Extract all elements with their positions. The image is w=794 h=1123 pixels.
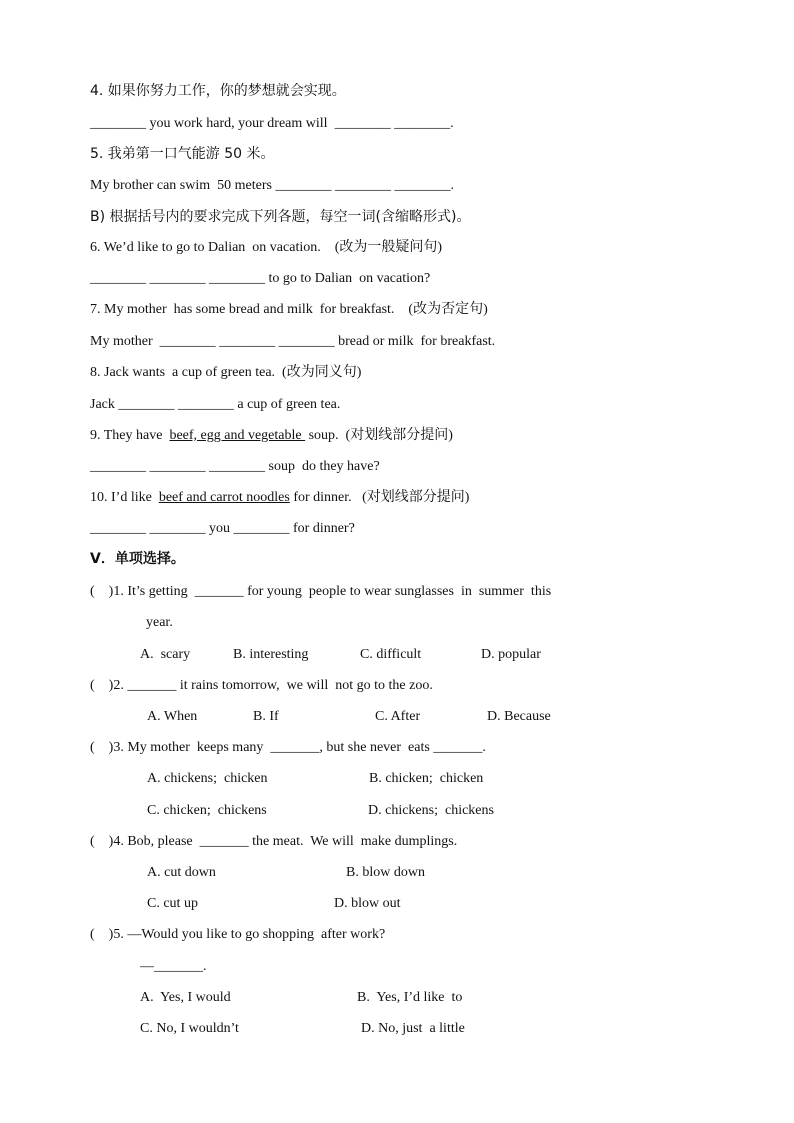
- q10-answer-line: ________ ________ you ________ for dinner?: [90, 521, 355, 536]
- q10-prompt-post: for dinner. (对划线部分提问): [289, 490, 470, 505]
- q9-prompt-pre: 9. They have: [90, 428, 170, 443]
- mc-q1-option-b[interactable]: B. interesting: [233, 647, 309, 662]
- mc-q2-option-d[interactable]: D. Because: [487, 709, 551, 724]
- mc-q2-option-a[interactable]: A. When: [147, 709, 198, 724]
- q9-prompt: [90, 427, 453, 445]
- mc-q4-option-b[interactable]: B. blow down: [346, 865, 425, 880]
- q10-prompt-pre: 10. I’d like: [90, 490, 159, 505]
- mc-q5-stem-cont: —_______.: [140, 959, 207, 974]
- q7-answer-line: My mother ________ ________ ________ bread or milk for breakfast.: [90, 334, 496, 349]
- mc-q3-option-a[interactable]: A. chickens; chicken: [147, 771, 268, 786]
- q8-prompt: 8. Jack wants a cup of green tea. (改为同义句): [90, 365, 362, 380]
- mc-q5-option-a[interactable]: A. Yes, I would: [140, 990, 231, 1005]
- mc-q2-option-c[interactable]: C. After: [375, 709, 421, 724]
- mc-q4-option-d[interactable]: D. blow out: [334, 896, 401, 911]
- q6-prompt: 6. We’d like to go to Dalian on vacation. (改为一般疑问句): [90, 240, 443, 255]
- q10-prompt: [90, 489, 469, 507]
- mc-q5-stem: ( )5. —Would you like to go shopping after work?: [90, 927, 386, 942]
- q8-answer-line: Jack ________ ________ a cup of green tea.: [90, 397, 341, 412]
- q6-answer-line: ________ ________ ________ to go to Dalian on vacation?: [90, 271, 431, 286]
- mc-q1-option-a[interactable]: A. scary: [140, 647, 191, 662]
- q4-answer-line: ________ you work hard, your dream will ________ ________.: [90, 116, 454, 131]
- mc-q5-option-d[interactable]: D. No, just a little: [361, 1021, 465, 1036]
- mc-q3-option-c[interactable]: C. chicken; chickens: [147, 803, 267, 818]
- q9-underlined-part: beef, egg and vegetable: [169, 428, 306, 443]
- q9-answer-line: ________ ________ ________ soup do they have?: [90, 459, 380, 474]
- part-b-heading: B) 根据括号内的要求完成下列各题，每空一词(含缩略形式)。: [90, 209, 471, 225]
- mc-q3-option-d[interactable]: D. chickens; chickens: [368, 803, 494, 818]
- q10-underlined-part: beef and carrot noodles: [158, 490, 290, 505]
- q5-answer-line: My brother can swim 50 meters ________ ________ ________.: [90, 178, 454, 193]
- mc-q5-option-c[interactable]: C. No, I wouldn’t: [140, 1021, 239, 1036]
- q4-prompt: 4. 如果你努力工作，你的梦想就会实现。: [90, 83, 346, 99]
- q5-prompt: 5. 我弟第一口气能游 50 米。: [90, 146, 275, 162]
- section-v-heading: Ⅴ．单项选择。: [90, 551, 185, 567]
- mc-q1-stem: ( )1. It’s getting _______ for young people to wear sunglasses in summer this: [90, 584, 552, 599]
- mc-q5-option-b[interactable]: B. Yes, I’d like to: [357, 990, 463, 1005]
- mc-q4-option-a[interactable]: A. cut down: [147, 865, 216, 880]
- mc-q1-option-c[interactable]: C. difficult: [360, 647, 422, 662]
- mc-q1-option-d[interactable]: D. popular: [481, 647, 541, 662]
- mc-q3-option-b[interactable]: B. chicken; chicken: [369, 771, 484, 786]
- mc-q2-stem: ( )2. _______ it rains tomorrow, we will not go to the zoo.: [90, 678, 433, 693]
- mc-q3-stem: ( )3. My mother keeps many _______, but she never eats _______.: [90, 740, 486, 755]
- q9-prompt-post: soup. (对划线部分提问): [305, 428, 453, 443]
- mc-q2-option-b[interactable]: B. If: [253, 709, 279, 724]
- mc-q4-stem: ( )4. Bob, please _______ the meat. We will make dumplings.: [90, 834, 458, 849]
- q7-prompt: 7. My mother has some bread and milk for breakfast. (改为否定句): [90, 302, 488, 317]
- mc-q1-stem-cont: year.: [146, 615, 173, 630]
- mc-q4-option-c[interactable]: C. cut up: [147, 896, 198, 911]
